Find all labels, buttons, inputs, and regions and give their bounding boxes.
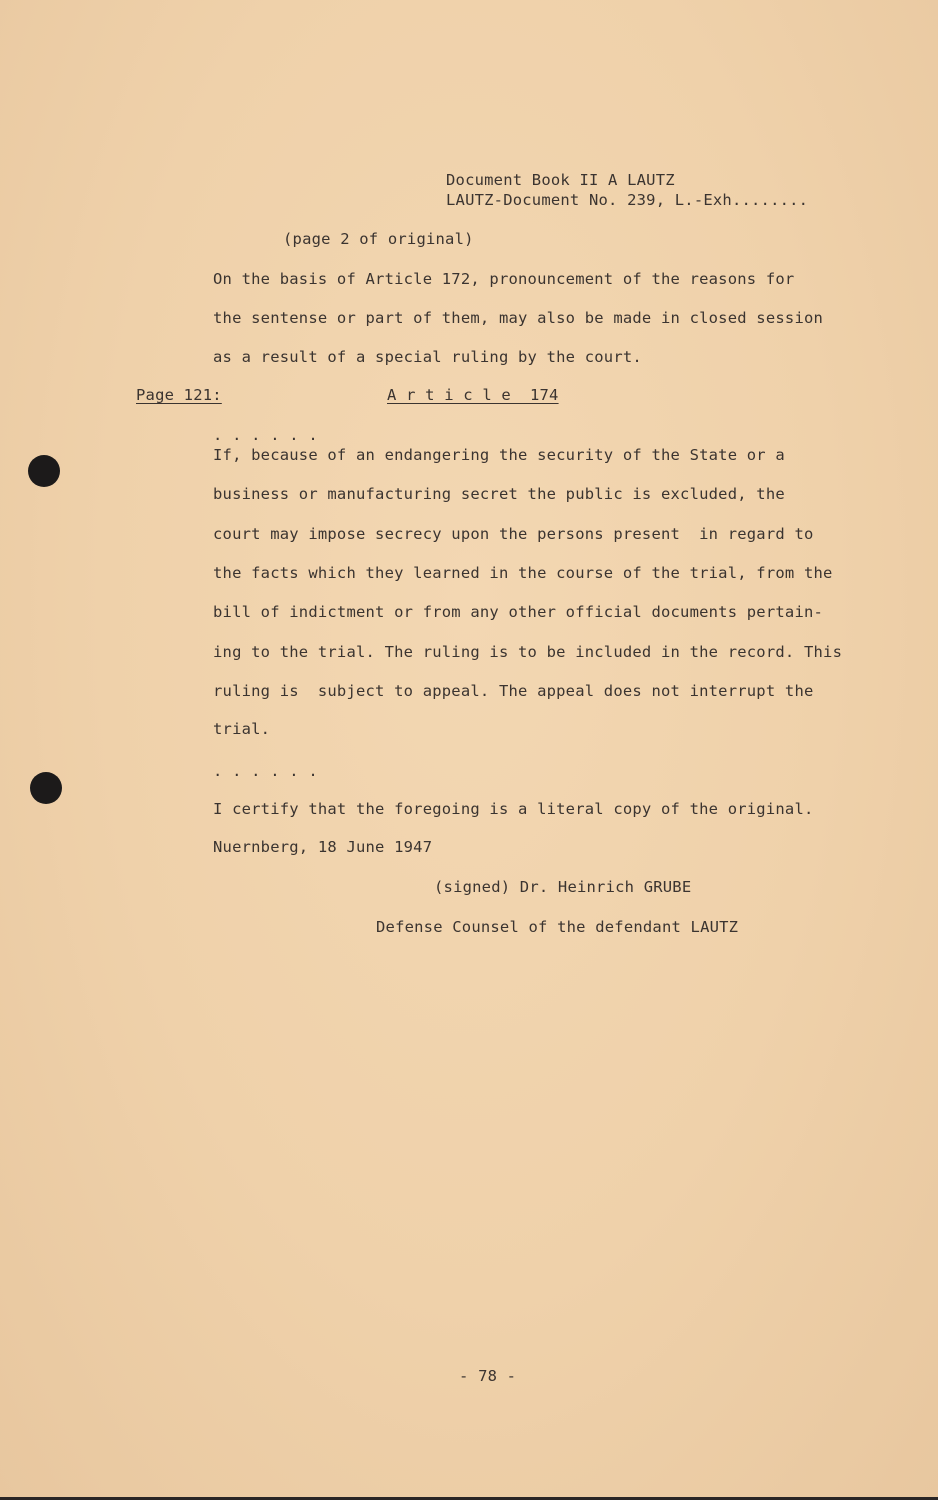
paragraph2-line: bill of indictment or from any other official documents pertain- [213,603,824,621]
certification-statement: I certify that the foregoing is a literal copy of the original. [213,800,814,818]
paragraph2-line: ruling is subject to appeal. The appeal does not interrupt the [213,682,814,700]
header-document-number: LAUTZ-Document No. 239, L.-Exh........ [446,191,809,209]
header-document-book: Document Book II A LAUTZ [446,171,675,189]
paragraph2-line: the facts which they learned in the course of the trial, from the [213,564,833,582]
paragraph1-line: as a result of a special ruling by the court. [213,348,642,366]
paragraph2-line: trial. [213,720,271,738]
certification-title: Defense Counsel of the defendant LAUTZ [376,918,739,936]
page-of-original-note: (page 2 of original) [283,230,474,248]
punch-hole-upper [28,455,60,487]
paragraph2-line: ing to the trial. The ruling is to be included in the record. This [213,643,843,661]
ellipsis-lower: . . . . . . [213,762,318,780]
page-number: - 78 - [459,1367,517,1385]
page-reference: Page 121: [136,386,222,404]
paragraph2-line: If, because of an endangering the security of the State or a [213,446,785,464]
certification-place-date: Nuernberg, 18 June 1947 [213,838,433,856]
certification-signature: (signed) Dr. Heinrich GRUBE [434,878,692,896]
punch-hole-lower [30,772,62,804]
paragraph2-line: court may impose secrecy upon the persons present in regard to [213,525,814,543]
paragraph1-line: On the basis of Article 172, pronouncement of the reasons for [213,270,795,288]
paragraph1-line: the sentense or part of them, may also be made in closed session [213,309,824,327]
article-heading: A r t i c l e 174 [387,386,559,404]
ellipsis-upper: . . . . . . [213,426,318,444]
paragraph2-line: business or manufacturing secret the public is excluded, the [213,485,785,503]
